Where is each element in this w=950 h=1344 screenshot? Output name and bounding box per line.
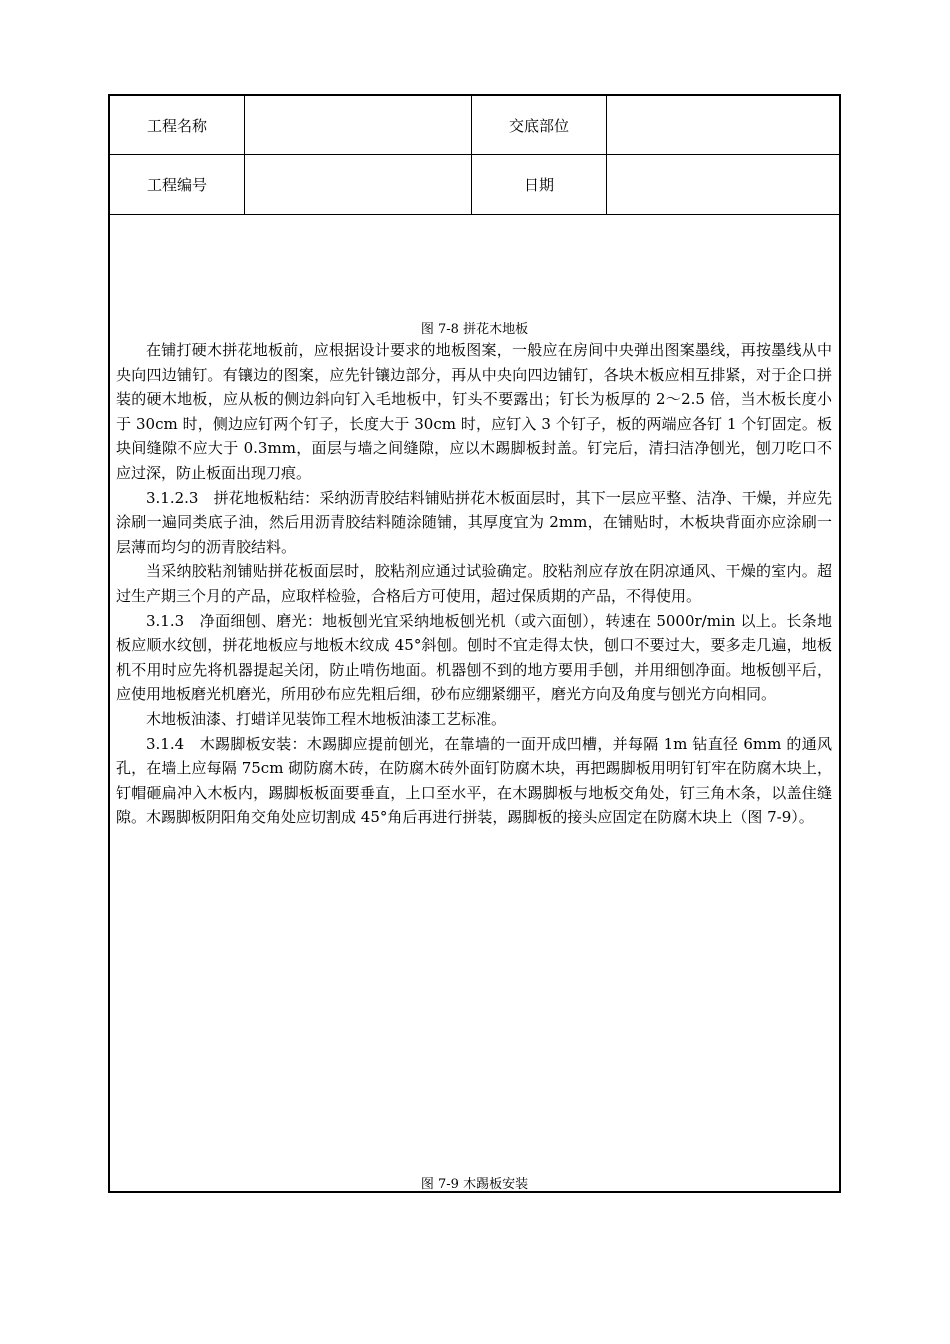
- paragraph: 3.1.4 木踢脚板安装：木踢脚应提前刨光，在靠墙的一面开成凹槽，并每隔 1m 钻直径 6mm 的通风孔，在墙上应每隔 75cm 砌防腐木砖，在防腐木砖外面钉防腐木块，再把踢脚板用明钉钉牢在防腐木块上，钉帽砸扁冲入木板内，踢脚板板面要垂直，上口至水平，在木踢脚板与地板交角处，钉三角木条，以盖住缝隙。木踢脚板阴阳角交角处应切割成 45°角后再进行拼装，踢脚板的接头应固定在防腐木块上（图 7-9）。: [116, 734, 832, 827]
- handover-part-label: 交底部位: [508, 116, 569, 135]
- handover-part-value: [607, 96, 839, 154]
- date-label: 日期: [523, 176, 554, 194]
- paragraph: 3.1.2.3 拼花地板粘结：采纳沥青胶结料铺贴拼花木板面层时，其下一层应平整、洁净、干燥，并应先涂刷一遍同类底子油，然后用沥青胶结料随涂随铺，其厚度宜为 2mm，在铺贴时，木板块背面亦应涂刷一层薄而均匀的沥青胶结料。: [116, 488, 832, 556]
- project-name-label: 工程名称: [146, 116, 207, 135]
- disclosure-form: [108, 94, 841, 1193]
- project-no-value: [245, 155, 471, 214]
- paragraph: 在铺打硬木拼花地板前，应根据设计要求的地板图案，一般应在房间中央弹出图案墨线，再按墨线从中央向四边铺钉。有镶边的图案，应先针镶边部分，再从中央向四边铺钉，各块木板应相互排紧，对于企口拼装的硬木地板，应从板的侧边斜向钉入毛地板中，钉头不要露出；钉长为板厚的 2～2.5 倍，当木板长度小于 30cm 时，侧边应钉两个钉子，长度大于 30cm 时，应钉入 3 个钉子，板的两端应各钉 1 个钉固定。板块间缝隙不应大于 0.3mm，面层与墙之间缝隙，应以木踢脚板封盖。钉完后，清扫洁净刨光，刨刀吃口不应过深，防止板面出现刀痕。: [116, 341, 832, 482]
- project-no-label: 工程编号: [146, 176, 207, 194]
- form-header-table: [110, 96, 839, 214]
- figure-caption: 图 7-9 木踢板安装: [420, 1177, 529, 1192]
- paragraph: 木地板油漆、打蜡详见装饰工程木地板油漆工艺标准。: [146, 709, 507, 728]
- figure-caption: 图 7-8 拼花木地板: [420, 322, 529, 337]
- project-name-value: [245, 96, 471, 154]
- table-divider: [110, 214, 839, 215]
- paragraph: 3.1.3 净面细刨、磨光：地板刨光宜采纳地板刨光机（或六面刨），转速在 5000r/min 以上。长条地板应顺水纹刨，拼花地板应与地板木纹成 45°斜刨。刨时不宜走得太快，刨口不要过大，要多走几遍，地板机不用时应先将机器提起关闭，防止啃伤地面。机器刨不到的地方要用手刨，并用细刨净面。地板刨平后，应使用地板磨光机磨光，所用砂布应先粗后细，砂布应绷紧绷平，磨光方向及角度与刨光方向相同。: [116, 611, 832, 704]
- paragraph: 当采纳胶粘剂铺贴拼花板面层时，胶粘剂应通过试验确定。胶粘剂应存放在阴凉通风、干燥的室内。超过生产期三个月的产品，应取样检验，合格后方可使用，超过保质期的产品，不得使用。: [116, 562, 832, 605]
- date-value: [607, 155, 839, 214]
- body-text: [116, 338, 832, 830]
